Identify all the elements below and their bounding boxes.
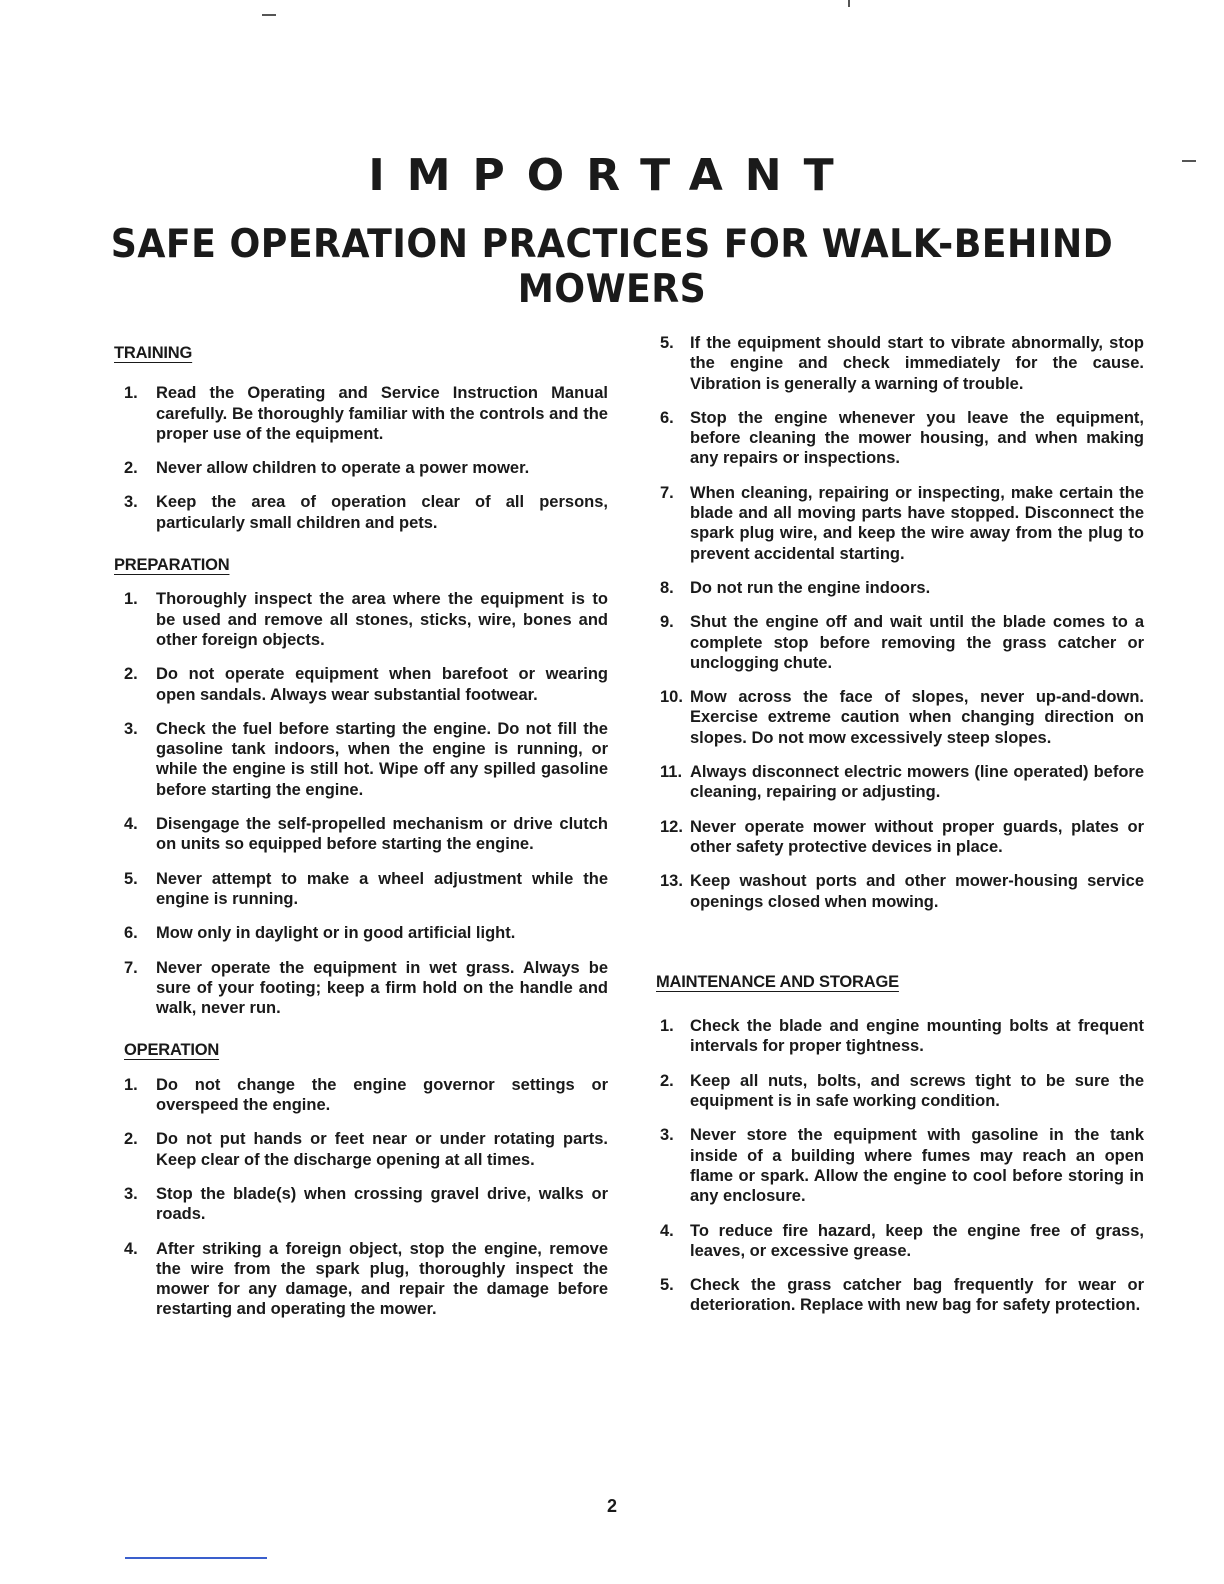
list-item (656, 762, 1144, 803)
item-number: 4. (660, 1221, 674, 1240)
item-text: Do not run the engine indoors. (690, 578, 931, 597)
item-number: 1. (124, 590, 138, 609)
item-text: When cleaning, repairing or inspecting, make certain the blade and all moving parts have stopped. Disconnect the spark plug wire, and keep the wire away from the plug to prevent accidental starting. (690, 483, 1144, 563)
maintenance-section (656, 972, 1144, 1316)
list-item (114, 869, 608, 910)
training-heading: TRAINING (114, 344, 193, 362)
list-item (114, 923, 608, 943)
item-text: Check the fuel before starting the engine. Do not fill the gasoline tank indoors, when the engine is running, or while the engine is still hot. Wipe off any spilled gasoline before starting the engine. (156, 719, 608, 799)
list-item (114, 958, 608, 1019)
operation-continued-section (656, 333, 1144, 912)
list-item (656, 1071, 1144, 1112)
item-number: 2. (124, 1130, 138, 1149)
item-number: 8. (660, 578, 674, 597)
item-text: Never operate the equipment in wet grass. Always be sure of your footing; keep a firm hold on the handle and walk, never run. (156, 958, 608, 1018)
scan-mark-top-left (262, 14, 276, 16)
item-number: 6. (660, 408, 674, 427)
item-number: 2. (124, 665, 138, 684)
item-text: Thoroughly inspect the area where the equipment is to be used and remove all stones, sticks, wire, bones and other foreign objects. (156, 590, 608, 649)
item-text: Never store the equipment with gasoline in the tank inside of a building where fumes may reach an open flame or spark. Allow the engine to cool before storing in any enclosure. (690, 1126, 1144, 1206)
item-number: 5. (660, 334, 674, 352)
list-item (114, 1129, 608, 1170)
item-text: Check the blade and engine mounting bolts at frequent intervals for proper tightness. (690, 1017, 1144, 1056)
item-number: 7. (660, 483, 674, 502)
item-number: 1. (124, 1075, 138, 1094)
right-column (656, 333, 1144, 1334)
item-number: 12. (660, 817, 683, 836)
item-number: 3. (660, 1126, 674, 1145)
list-item (114, 1075, 608, 1116)
maintenance-heading: MAINTENANCE AND STORAGE (656, 972, 899, 991)
item-number: 5. (660, 1276, 674, 1295)
page-number: 2 (606, 1496, 617, 1516)
item-text: Stop the blade(s) when crossing gravel drive, walks or roads. (156, 1184, 608, 1224)
item-text: Read the Operating and Service Instruction Manual carefully. Be thoroughly familiar with the controls and the proper use of the equipment. (156, 384, 608, 443)
item-number: 11. (660, 763, 683, 782)
list-item (114, 814, 608, 855)
list-item (114, 1239, 608, 1320)
item-number: 7. (124, 958, 138, 977)
list-item (656, 1016, 1144, 1057)
list-item (656, 871, 1144, 912)
list-item (114, 383, 608, 444)
scan-mark-top-center (848, 0, 850, 7)
item-number: 3. (124, 493, 138, 512)
item-text: Mow only in daylight or in good artificial light. (156, 924, 516, 943)
item-text: Do not change the engine governor settings or overspeed the engine. (156, 1075, 608, 1115)
item-number: 5. (124, 869, 138, 888)
item-text: After striking a foreign object, stop the engine, remove the wire from the spark plug, thoroughly inspect the mower for any damage, and repair the damage before restarting and operating the mower. (156, 1239, 608, 1319)
item-number: 4. (124, 815, 138, 834)
maintenance-list (656, 1016, 1144, 1316)
operation-list (114, 1075, 608, 1320)
operation-continued-list (656, 333, 1144, 912)
item-text: Always disconnect electric mowers (line operated) before cleaning, repairing or adjusting. (690, 763, 1144, 802)
item-number: 4. (124, 1239, 138, 1258)
item-text: Never attempt to make a wheel adjustment while the engine is running. (156, 869, 608, 908)
item-text: Keep all nuts, bolts, and screws tight to be sure the equipment is in safe working condition. (690, 1071, 1144, 1111)
list-item (114, 1184, 608, 1225)
item-number: 3. (124, 1184, 138, 1203)
item-text: Do not put hands or feet near or under rotating parts. Keep clear of the discharge opening at all times. (156, 1130, 608, 1169)
left-column (114, 343, 608, 1338)
item-text: Mow across the face of slopes, never up-and-down. Exercise extreme caution when changing direction on slopes. Do not mow excessively steep slopes. (690, 688, 1144, 747)
operation-section (124, 1040, 608, 1319)
item-text: If the equipment should start to vibrate abnormally, stop the engine and check immediately for the cause. Vibration is generally a warning of trouble. (690, 334, 1144, 393)
item-number: 13. (660, 872, 683, 891)
list-item (656, 1125, 1144, 1206)
item-text: Stop the engine whenever you leave the equipment, before cleaning the mower housing, and when making any repairs or inspections. (690, 408, 1144, 468)
item-text: Do not operate equipment when barefoot or wearing open sandals. Always wear substantial footwear. (156, 665, 608, 704)
item-text: Never allow children to operate a power mower. (156, 459, 530, 478)
item-number: 9. (660, 613, 674, 632)
item-text: To reduce fire hazard, keep the engine free of grass, leaves, or excessive grease. (690, 1221, 1144, 1260)
item-number: 6. (124, 924, 138, 943)
item-text: Shut the engine off and wait until the blade comes to a complete stop before removing the grass catcher or unclogging chute. (690, 613, 1144, 672)
list-item (114, 664, 608, 705)
list-item (114, 719, 608, 800)
page-title: SAFE OPERATION PRACTICES FOR WALK-BEHIND MOWERS (110, 222, 1114, 312)
operation-heading: OPERATION (124, 1041, 220, 1060)
item-text: Disengage the self-propelled mechanism or drive clutch on units so equipped before starting the engine. (156, 815, 608, 854)
preparation-heading: PREPARATION (114, 556, 230, 575)
training-list (114, 383, 608, 533)
item-text: Keep washout ports and other mower-housing service openings closed when mowing. (690, 872, 1144, 911)
training-section (114, 343, 608, 533)
preparation-section (114, 555, 608, 1018)
preparation-list (114, 589, 608, 1018)
list-item (656, 817, 1144, 858)
important-heading: IMPORTANT (368, 150, 856, 201)
list-item (114, 492, 608, 533)
item-number: 2. (124, 459, 138, 478)
list-item (656, 1275, 1144, 1316)
item-text: Check the grass catcher bag frequently for wear or deterioration. Replace with new bag for safety protection. (690, 1276, 1144, 1315)
item-text: Keep the area of operation clear of all persons, particularly small children and pets. (156, 493, 608, 532)
list-item (656, 1221, 1144, 1262)
list-item (656, 483, 1144, 564)
list-item (656, 408, 1144, 469)
list-item (656, 333, 1144, 394)
item-number: 1. (124, 384, 138, 403)
item-number: 2. (660, 1071, 674, 1090)
item-text: Never operate mower without proper guards, plates or other safety protective devices in place. (690, 817, 1144, 856)
bottom-rule (125, 1557, 267, 1559)
item-number: 10. (660, 688, 683, 707)
list-item (656, 578, 1144, 598)
list-item (114, 589, 608, 650)
list-item (656, 612, 1144, 673)
item-number: 3. (124, 719, 138, 738)
list-item (656, 687, 1144, 748)
list-item (114, 458, 608, 478)
item-number: 1. (660, 1017, 674, 1036)
